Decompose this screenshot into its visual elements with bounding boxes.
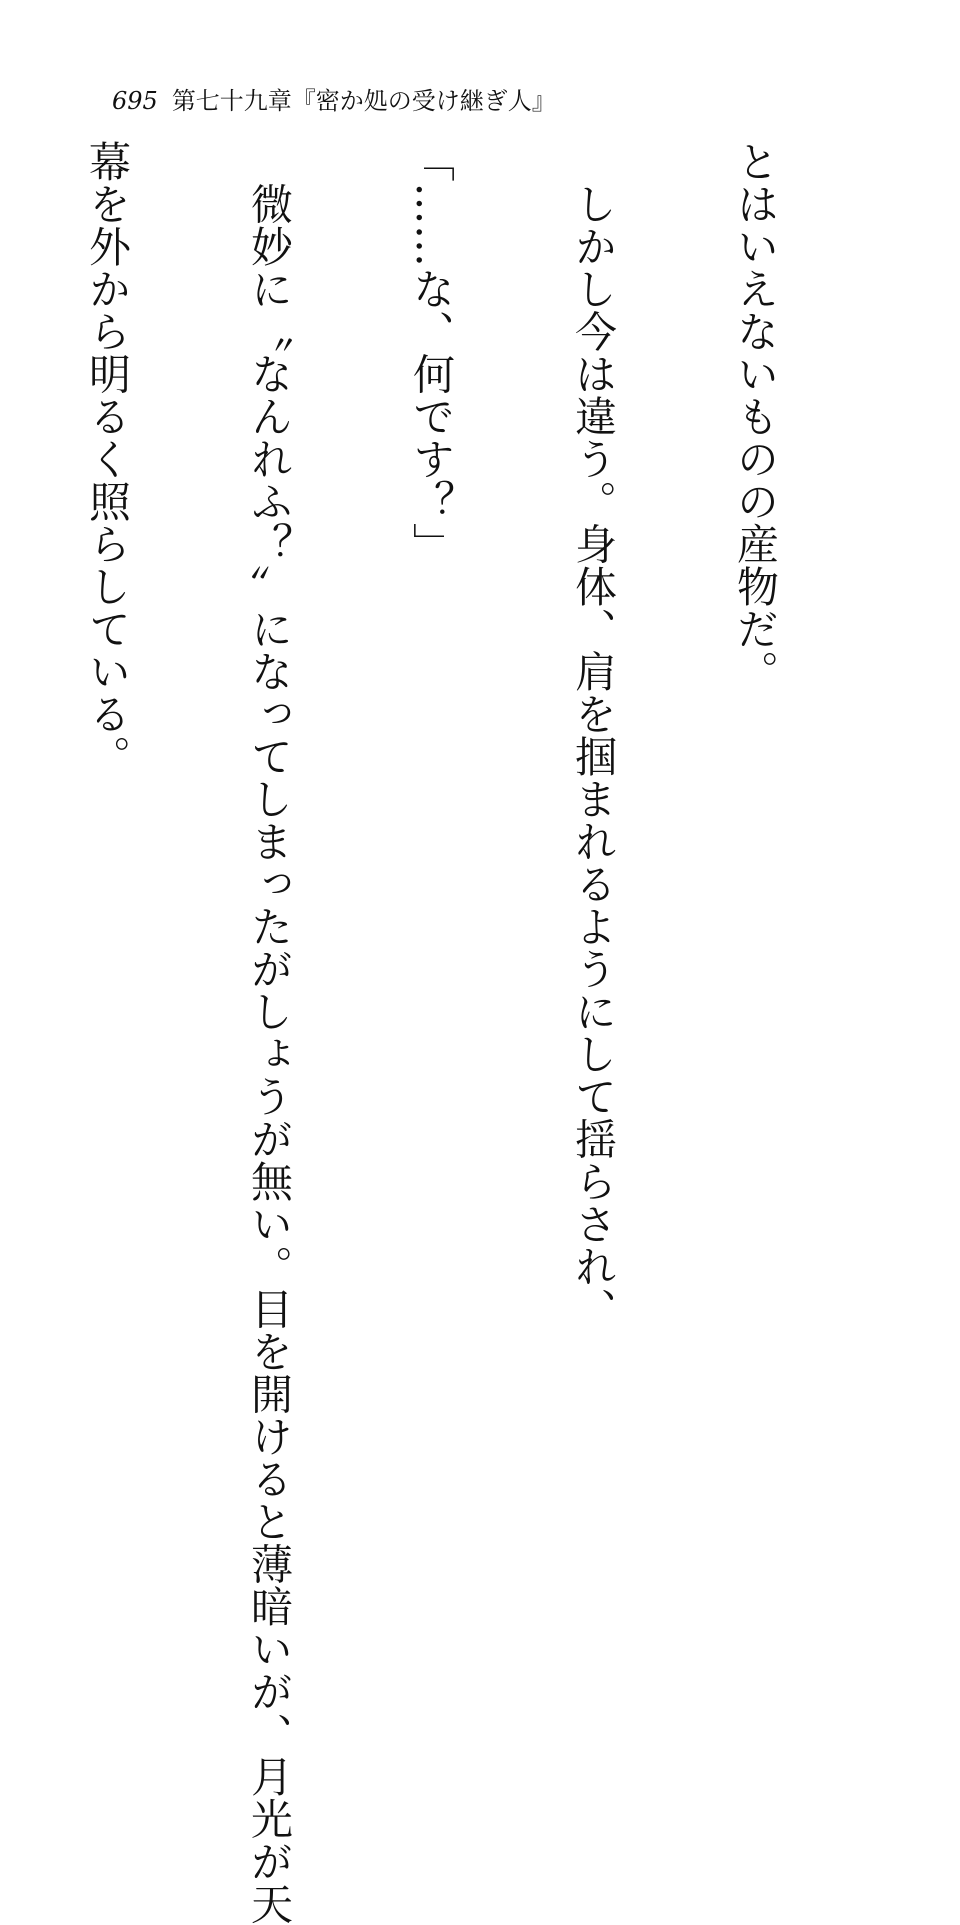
- page-number: 695: [112, 87, 158, 115]
- vertical-body-text: [83, 140, 890, 1925]
- text-line: しかし今は違う。身体、肩を掴まれるようにして揺らされ、: [569, 140, 618, 1330]
- page-header: [112, 86, 556, 116]
- chapter-title: 第七十九章『密か処の受け継ぎ人』: [171, 87, 556, 115]
- text-line: 微妙に〝なんれふ？〟になってしまったがしょうが無い。目を開けると薄暗いが、月光が天: [245, 140, 294, 1925]
- text-line: 「……な、何です？」: [407, 140, 456, 565]
- text-line: 幕を外から明るく照らしている。: [83, 140, 132, 778]
- text-line: とはいえないものの産物だ。: [731, 140, 780, 693]
